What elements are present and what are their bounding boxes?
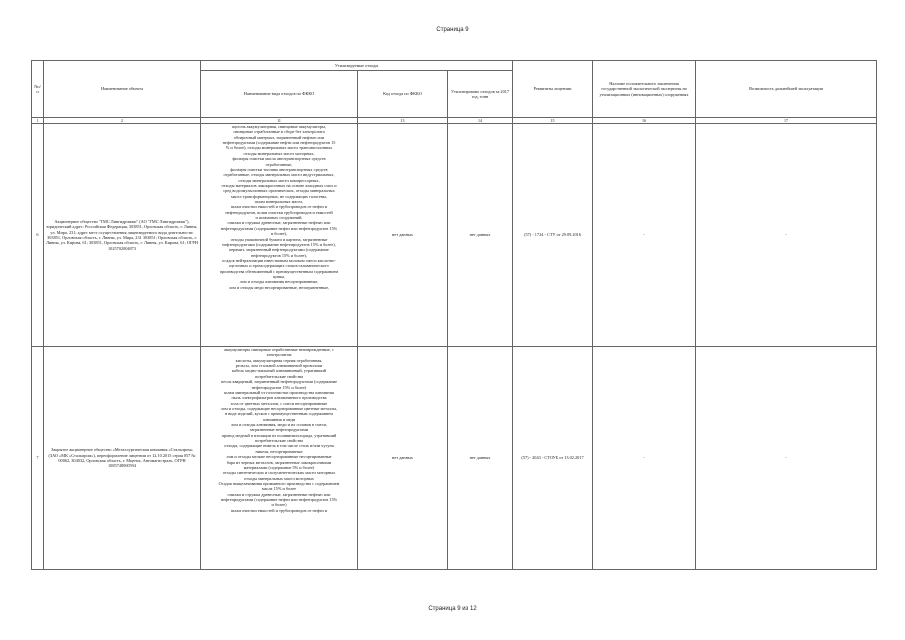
col-number: 14 xyxy=(448,118,513,124)
waste-item: отходы упаковочной бумаги и картона, загрязненные xyxy=(230,236,328,242)
waste-item: фильтры очистки масла автотранспортных средств xyxy=(232,156,326,162)
col-header-amount: Утилизировано отходов за 2017 год, тонн xyxy=(448,71,513,118)
waste-item: и более) xyxy=(271,502,287,508)
waste-item: нефтепродуктами (содержание нефти или нефтепродуктов 15% xyxy=(220,497,338,503)
waste-item: Осадок выщелачивания промывного производства с содержанием xyxy=(218,480,340,486)
license-details: (57) - 1724 - СТУ от 29.09.2016 xyxy=(513,124,593,347)
col-header-num: Nп/п xyxy=(32,61,44,118)
waste-list xyxy=(201,124,357,346)
waste-list xyxy=(201,347,357,569)
waste-item: шлам очистки емкостей и трубопроводов от нефти и xyxy=(230,507,328,513)
waste-item: нефтепродуктами (содержание нефтепродуктов 15% и более), xyxy=(222,241,336,247)
waste-item: отходы, содержащие никель в том числе сталь и/или чугуна xyxy=(224,443,334,449)
waste-item: % и более), отходы минеральных масел трансмиссионных xyxy=(225,145,333,151)
col-header-waste-name: Наименование вида отходов по ФККО xyxy=(201,71,358,118)
col-header-expertise: Наличие положительного заключения государственной экологической экспертизы на утилизационных (инновационных) сооружениях xyxy=(593,61,696,118)
col-header-license: Реквизиты лицензии xyxy=(513,61,593,118)
waste-item: отработанные, xyxy=(265,161,293,167)
col-number: 13 xyxy=(358,118,448,124)
waste-item: отходы синтетических и полусинтетических масел моторных xyxy=(222,470,336,476)
waste-item: алюминия и меди xyxy=(262,416,296,422)
waste-item: отработанные, отходы минеральных масел индустриальных, xyxy=(223,172,335,178)
waste-item: лом и отходы алюминия, меди и их сплавов в смеси, xyxy=(230,422,328,428)
waste-item: материалами (содержание 5% и более) xyxy=(243,464,315,470)
col-number: 16 xyxy=(593,118,696,124)
waste-item: пыль электрофильтров алюминиевого производства xyxy=(231,395,327,401)
utilization-value: - xyxy=(696,124,877,347)
page-header: Страница 9 xyxy=(436,27,469,33)
waste-item: шлам минеральный от газоочистки производства алюминия xyxy=(224,389,334,395)
waste-item: нефтепродуктов 15% и более), xyxy=(251,252,307,258)
utilized-amount: нет данных xyxy=(448,124,513,347)
waste-item: масел трансформаторных, не содержащих галогены, xyxy=(230,193,328,199)
waste-item: зола от цветных металлов, с смеси несортированные xyxy=(230,400,328,406)
col-number: 1 xyxy=(32,118,44,124)
page-footer: Страница 9 из 12 xyxy=(428,606,477,612)
waste-item: свинцовые отработанные в сборе без электролита xyxy=(233,129,325,135)
license-details: (57) - 2043 - СТОУБ от 13.02.2017 xyxy=(513,347,593,570)
object-description: Закрытое акционерное общество «Металлургическая компания «Стальпром» (ЗАО «МК «Стальпром»), переоформление лицензии от 12.10.2015 серия 057 № 00062, 304032, Орловская область, г. Мценск, Автомагистраль, ОГРН 1085748000594 xyxy=(44,347,201,570)
waste-item: отходы минеральных масел моторных xyxy=(244,475,314,481)
waste-utilization-table xyxy=(31,60,877,570)
col-number: 15 xyxy=(513,118,593,124)
waste-item: и более), xyxy=(270,231,288,237)
waste-item: лом и отходы алюминия несортированные, xyxy=(239,279,319,285)
waste-item: нефтепродуктами (содержание нефти или нефтепродуктов 15 xyxy=(222,140,336,146)
waste-list-cell xyxy=(201,347,358,570)
waste-item: рельсы, лом стальной алюминиевой проволоки xyxy=(235,363,323,369)
col-number: 17 xyxy=(696,118,877,124)
waste-item: шлам очистки емкостей и трубопроводов от нефти и xyxy=(230,204,328,210)
group-header-row xyxy=(32,61,877,71)
waste-item: отходы минеральных масел компрессорных, xyxy=(238,177,320,183)
waste-item: загрязненные нефтепродуктами xyxy=(249,427,309,433)
waste-item: в виде изделий, кусков с преимущественным содержанием xyxy=(225,411,333,417)
table-row xyxy=(32,347,877,570)
col-group-header-utilized: Утилизируемые отходы xyxy=(201,61,513,71)
waste-item: щелочных и хромсодержащих стоков гальванического xyxy=(229,263,329,269)
waste-item: нефтепродуктами (содержание нефти или нефтепродуктов 15% xyxy=(220,225,338,231)
waste-item: потребительские свойства xyxy=(254,438,304,444)
col-header-object: Наименование объекта xyxy=(44,61,201,118)
fkko-code: нет данных xyxy=(358,124,448,347)
waste-item: отходы материалов лакокрасочных на основе алкидных смол и xyxy=(221,182,337,188)
waste-item: аккумуляторы свинцовые отработанные неповрежденные, с xyxy=(224,347,334,352)
waste-item: отходы минеральных масел моторных, xyxy=(243,150,315,156)
object-description: Акционерное общество "ГМС Ливгидромаш" (АО "ГМС Ливгидромаш"), юридический адрес: Российская Федерация, 303851, Орловская область, г. Ливны, ул. Мира, 231; адрес мест осуществления лицензируемого вида деятельности: 303851, Орловская область, г. Ливны, ул. Мира, 231 303851; Орловская область, г. Ливны, ул. Кирова, 61; 303851, Орловская область, г. Ливны, ул. Кирова, 61; ОГРН 1025702004873 xyxy=(44,124,201,347)
waste-item: цинка, xyxy=(273,274,285,280)
table-row xyxy=(32,124,877,347)
waste-item: лом и отходы меди несортированные, незагрязненные, xyxy=(228,284,330,290)
waste-item: бара из черных металлов, загрязненные лакокрасочными xyxy=(226,459,332,465)
fkko-code: нет данных xyxy=(358,347,448,570)
utilized-amount: нет данных xyxy=(448,347,513,570)
waste-list-cell xyxy=(201,124,358,347)
waste-item: керамит, загрязненный нефтепродуктами (содержание xyxy=(229,247,329,253)
waste-item: провод медный в изоляции из поливинилхлорида, утративший xyxy=(221,432,337,438)
waste-item: опилки и стружка древесные, загрязненные нефтью или xyxy=(227,220,331,226)
waste-item: фильтры очистки топлива автотранспортных средств xyxy=(230,166,328,172)
waste-item: потребительские свойства xyxy=(254,373,304,379)
waste-item: лом и отходы, содержащие несортированные цветные металлы, xyxy=(220,405,338,411)
waste-item: осадок нейтрализации известковым молоком смеси кислотно- xyxy=(222,257,336,263)
row-num: 6 xyxy=(32,124,44,347)
waste-item: лом и отходы мелкие несортированные несортированные xyxy=(226,454,332,460)
waste-item: производства обезвоженный с преимущественным содержанием xyxy=(219,268,339,274)
waste-item: шлам минеральных масел, xyxy=(254,199,304,205)
utilization-value: - xyxy=(696,347,877,570)
expertise-value: - xyxy=(593,124,696,347)
waste-item: нефтепродуктов 15% и более) xyxy=(251,384,307,390)
waste-item: нефтепродуктов, шлам очистки трубопроводов и емкостей xyxy=(225,209,333,215)
waste-item: кислоты, аккумуляторная серная отработанная, xyxy=(235,357,323,363)
waste-item: кабель медно-жильный алюминиевый, утративший xyxy=(232,368,326,374)
expertise-value: - xyxy=(593,347,696,570)
waste-item: опилки и стружка древесные, загрязненные нефтью или xyxy=(227,491,331,497)
waste-item: масла 15% и более xyxy=(261,486,297,492)
waste-item: электролитом xyxy=(266,352,292,358)
row-num: 7 xyxy=(32,347,44,570)
waste-item: и шламовых сооружений, xyxy=(255,215,303,221)
col-number: 2 xyxy=(44,118,201,124)
waste-item: никеля, несортированные xyxy=(255,448,303,454)
waste-item: песок кварцевый, загрязненный нефтепродуктами (содержание xyxy=(220,379,338,385)
waste-item: сред водоэмульсионных органических, отходы минеральных xyxy=(223,188,335,194)
col-header-utilization: Возможность дальнейшей эксплуатации xyxy=(696,61,877,118)
col-number: 11 xyxy=(201,118,358,124)
waste-item: щелочь аккумуляторная, свинцовые аккумуляторы, xyxy=(232,124,326,129)
col-header-fkko-code: Код отхода по ФККО xyxy=(358,71,448,118)
waste-item: обтирочный материал, загрязненный нефтью или xyxy=(233,134,325,140)
